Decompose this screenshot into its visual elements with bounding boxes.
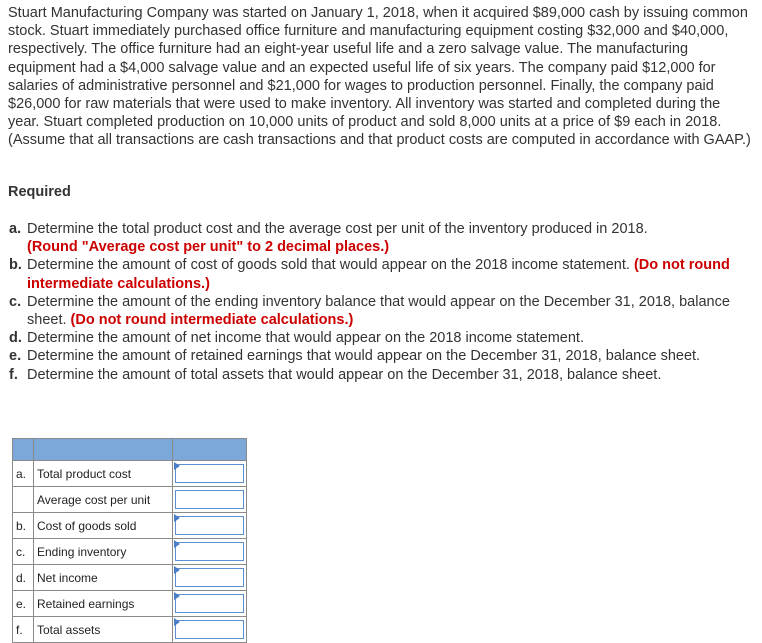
- question-e: [9, 347, 755, 365]
- question-text: Determine the amount of cost of goods sold that would appear on the 2018 income statement.: [27, 257, 630, 274]
- question-note: (Round "Average cost per unit" to 2 decimal places.): [27, 239, 390, 256]
- question-text: Determine the amount of retained earnings that would appear on the December 31, 2018, balance sheet.: [27, 348, 701, 365]
- row-label: Total assets: [34, 617, 173, 643]
- row-label: Retained earnings: [34, 591, 173, 617]
- row-letter: d.: [13, 565, 34, 591]
- row-label: Cost of goods sold: [34, 513, 173, 539]
- question-a: [9, 220, 755, 256]
- retained-earnings-input[interactable]: [175, 594, 244, 613]
- row-label: Total product cost: [34, 461, 173, 487]
- net-income-input[interactable]: [175, 568, 244, 587]
- question-letter: f.: [9, 366, 18, 383]
- required-heading: Required: [8, 184, 71, 200]
- row-letter: e.: [13, 591, 34, 617]
- question-text: Determine the total product cost and the average cost per unit of the inventory produced in 2018.: [27, 221, 648, 237]
- question-letter: a.: [9, 221, 22, 237]
- answer-marker-icon: [174, 592, 180, 600]
- row-letter: f.: [13, 617, 34, 643]
- table-row: [13, 461, 247, 487]
- table-row: [13, 513, 247, 539]
- problem-text: Stuart Manufacturing Company was started on January 1, 2018, when it acquired $89,000 cash by issuing common stock. Stuart immediately purchased office furniture and manufacturing equipment costing $32,000 and $40,000, respectively. The office furniture had an eight-year useful life and a zero salvage value. The manufacturing equipment had a $4,000 salvage value and an expected useful life of six years. The company paid $12,000 for salaries of administrative personnel and $21,000 for wages to production personnel. Finally, the company paid $26,000 for raw materials that were used to make inventory. All inventory was started and completed during the year. Stuart completed production on 10,000 units of product and sold 8,000 units at a price of $9 each in 2018. (Assume that all transactions are cash transactions and that product costs are computed in accordance with GAAP.): [8, 5, 751, 149]
- row-letter: c.: [13, 539, 34, 565]
- row-letter: b.: [13, 513, 34, 539]
- row-letter: [13, 487, 34, 513]
- row-label: Average cost per unit: [34, 487, 173, 513]
- question-f: [9, 366, 755, 384]
- question-text: Determine the amount of total assets that would appear on the December 31, 2018, balance sheet.: [27, 366, 662, 383]
- row-label: Net income: [34, 565, 173, 591]
- question-d: [9, 329, 755, 347]
- answer-marker-icon: [174, 618, 180, 626]
- answer-marker-icon: [174, 514, 180, 522]
- table-row: [13, 539, 247, 565]
- question-text: Determine the amount of net income that would appear on the 2018 income statement.: [27, 330, 584, 347]
- question-letter: c.: [9, 293, 22, 310]
- question-letter: e.: [9, 348, 22, 365]
- row-letter: a.: [13, 461, 34, 487]
- answer-table: [12, 438, 247, 643]
- total-assets-input[interactable]: [175, 620, 244, 639]
- average-cost-per-unit-input[interactable]: [175, 490, 244, 509]
- total-product-cost-input[interactable]: [175, 464, 244, 483]
- question-letter: d.: [9, 330, 22, 347]
- question-text: Determine the amount of the ending inventory balance that would appear on the December 31, 2018, balance sheet.: [27, 293, 730, 329]
- question-note: (Do not round intermediate calculations.): [27, 257, 730, 292]
- cost-of-goods-sold-input[interactable]: [175, 516, 244, 535]
- answer-marker-icon: [174, 462, 180, 470]
- table-row: [13, 565, 247, 591]
- question-c: [9, 293, 755, 329]
- answer-marker-icon: [174, 566, 180, 574]
- answer-marker-icon: [174, 540, 180, 548]
- table-header-row: [13, 439, 247, 461]
- table-row: [13, 617, 247, 643]
- question-list: [9, 220, 755, 384]
- table-row: [13, 487, 247, 513]
- question-b: [9, 256, 755, 292]
- ending-inventory-input[interactable]: [175, 542, 244, 561]
- question-note: (Do not round intermediate calculations.): [70, 312, 354, 329]
- question-letter: b.: [9, 257, 22, 274]
- row-label: Ending inventory: [34, 539, 173, 565]
- table-row: [13, 591, 247, 617]
